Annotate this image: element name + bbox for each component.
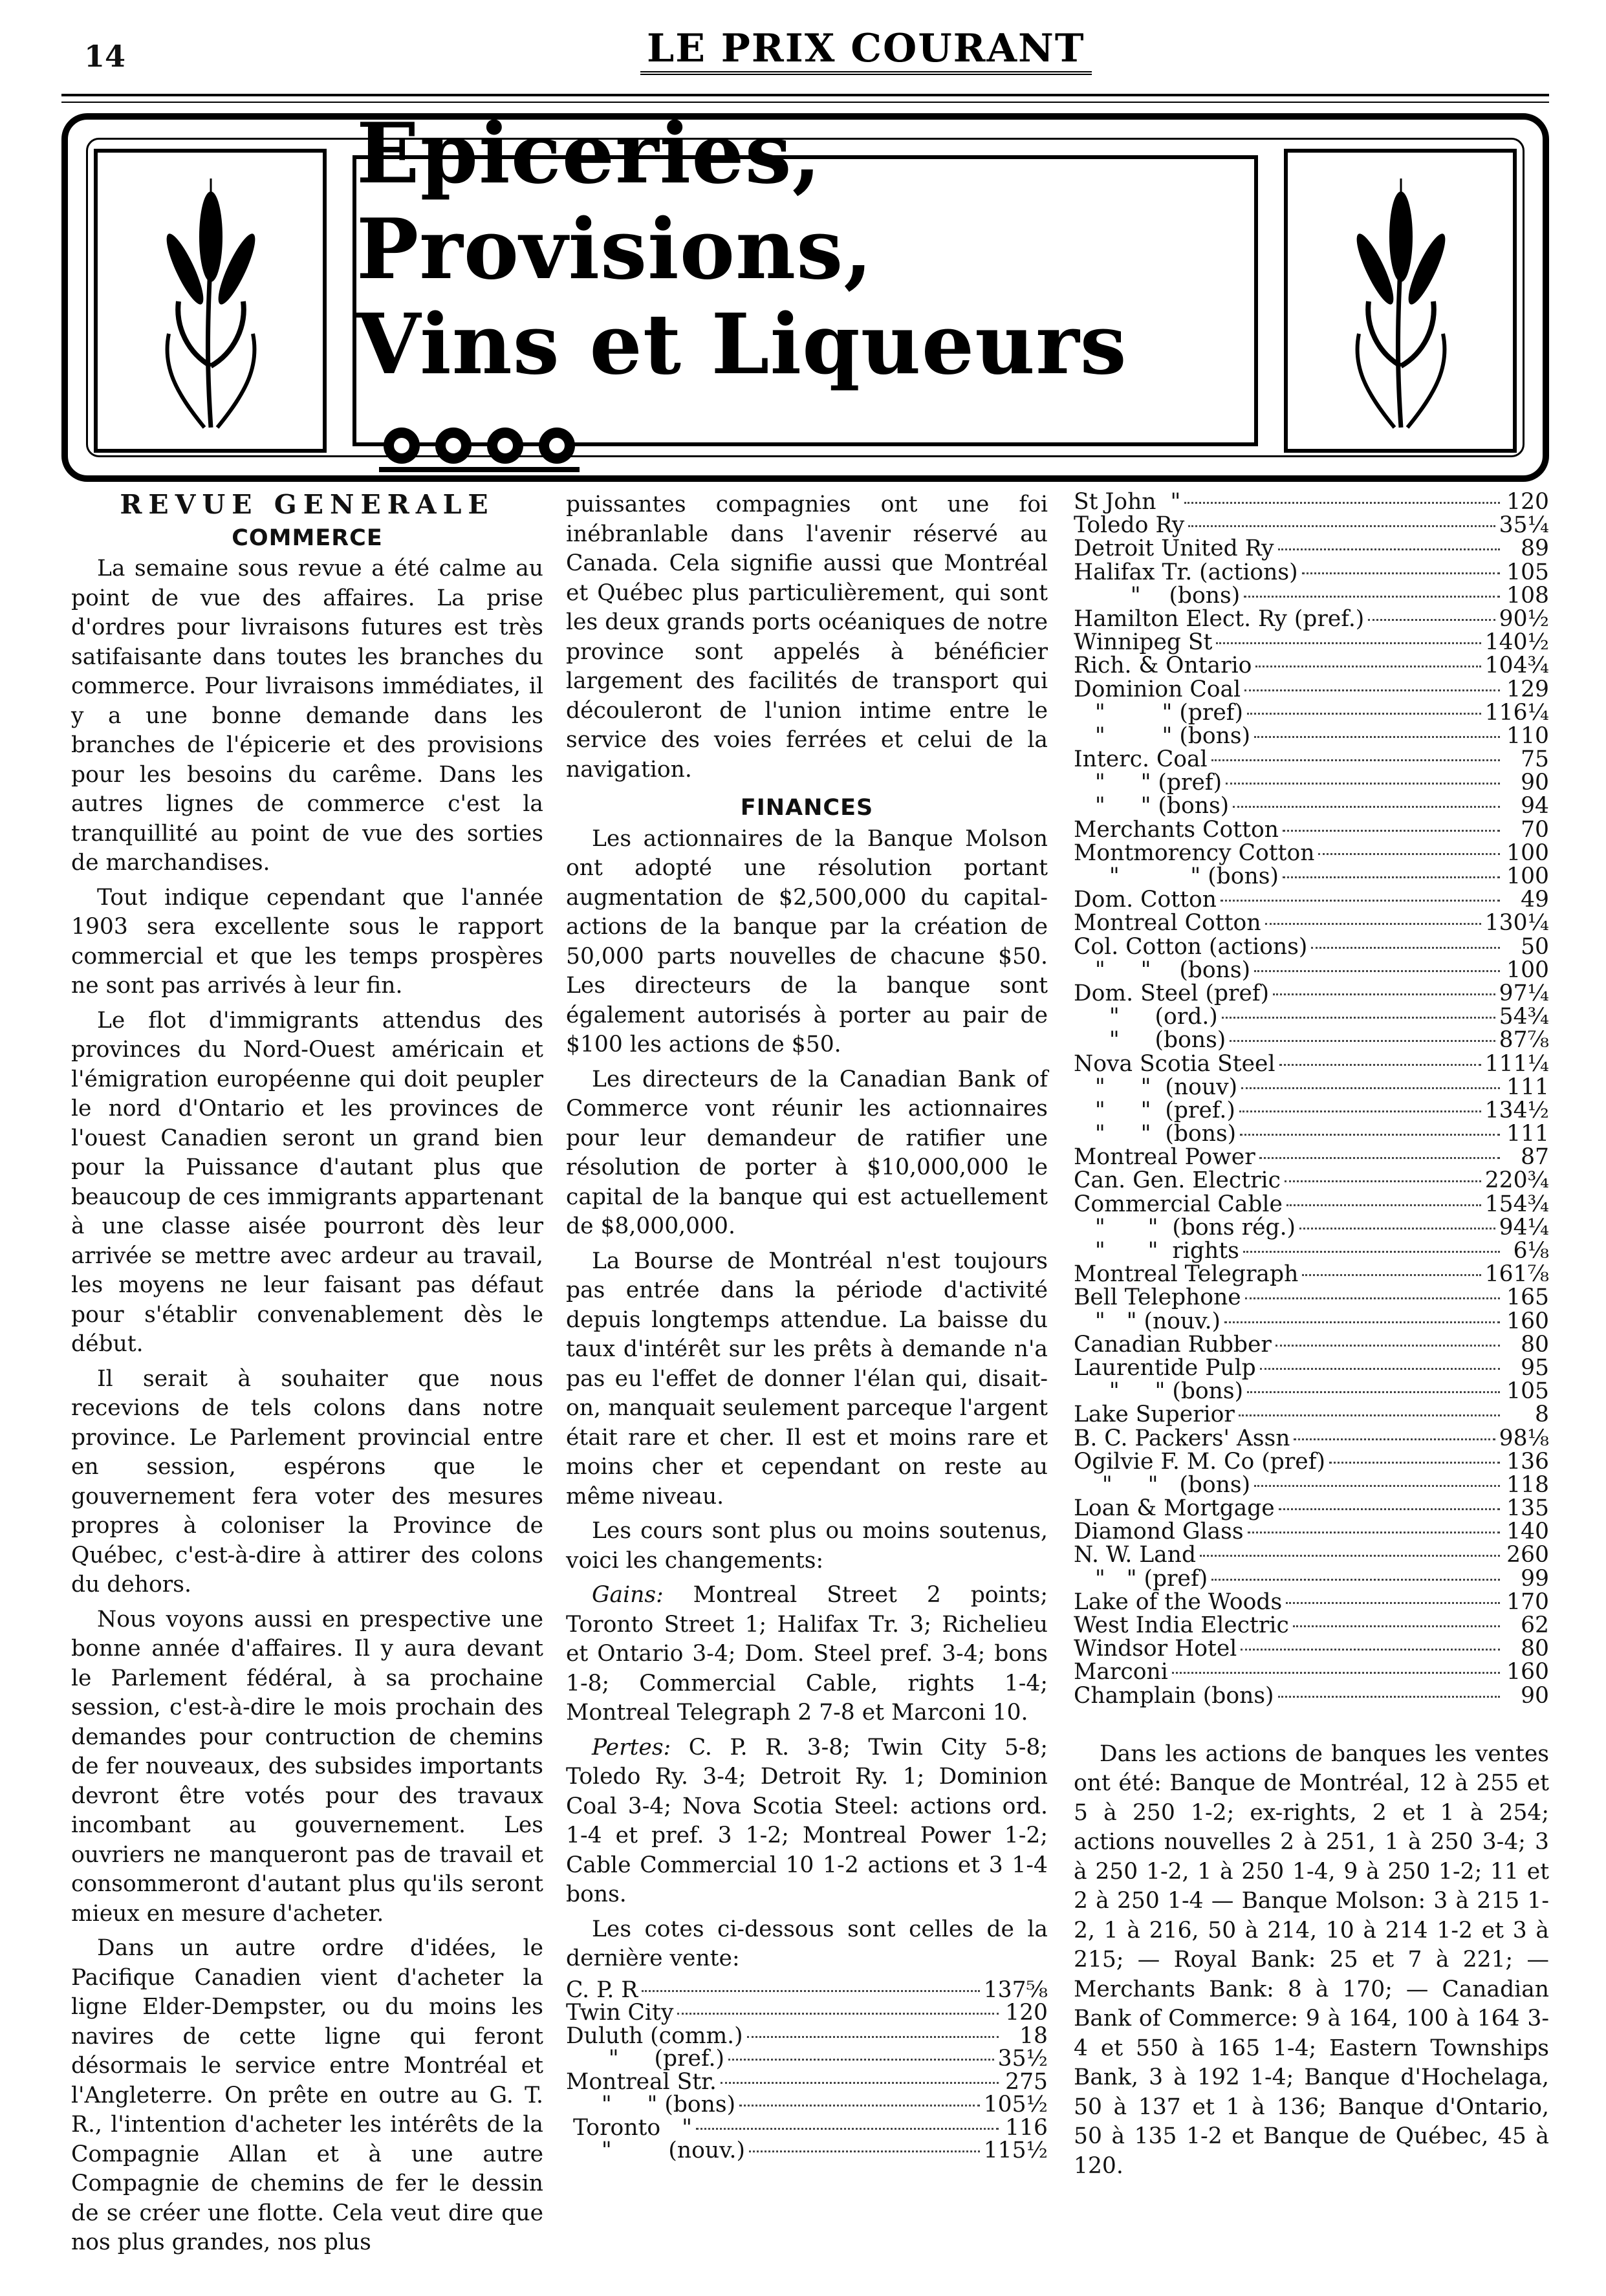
dot-leader bbox=[747, 2036, 999, 2038]
quote-value: 110 bbox=[1506, 722, 1549, 749]
quote-value: 87 bbox=[1521, 1144, 1549, 1171]
dot-leader bbox=[1283, 876, 1500, 878]
banner-left-panel bbox=[94, 149, 327, 453]
bank-sales-paragraph: Dans les actions de banques les ventes ont été: Banque de Montréal, 12 à 255 et 5 à 250 1-2; ex-rights, 2 et 1 à 254; actions nouvelles 2 à 251, 1 à 250 3-4; 3 à 250 1-2, 1 à 250 1-4, 9 à 250 1-2; 11 et 2 à 250 1-4 — Banque Molson: 3 à 215 1-2, 1 à 216, 50 à 214, 10 à 214 1-2 et 3 à 215; — Royal Bank: 25 et 7 à 221; — Merchants Bank: 8 à 170; — Canadian Bank of Commerce: 9 à 164, 100 à 164 3-4 et 550 à 165 1-4; Eastern Townships Bank, 3 à 192 1-4; Banque d'Hochelaga, 50 à 137 et 1 à 136; Banque d'Ontario, 50 à 135 1-2 et Banque de Québec, 45 à 120. bbox=[1074, 1740, 1549, 2179]
dot-leader bbox=[1184, 502, 1500, 504]
quote-value: 135 bbox=[1506, 1495, 1549, 1522]
banner-title-line-2-text: Vins et Liqueurs bbox=[356, 296, 1127, 393]
quote-value: 160 bbox=[1506, 1308, 1549, 1334]
gains-text: Montreal Street 2 points; Toronto Street 1; Halifax Tr. 3; Richelieu et Ontario 3-4; Dom. Steel pref. 3-4; bons 1-8; Commercial Cable, rights 1-4; Montreal Telegraph 2 7-8 et Marconi 10. bbox=[566, 1582, 1048, 1726]
quote-name: " " (pref) bbox=[1074, 1565, 1208, 1592]
quote-value: 89 bbox=[1521, 536, 1549, 562]
quote-row bbox=[1074, 1380, 1549, 1403]
dot-leader bbox=[1222, 1017, 1495, 1019]
dot-leader bbox=[677, 2013, 999, 2015]
paragraph: puissantes compagnies ont une foi inébranlable dans l'avenir réservé au Canada. Cela signifie aussi que Montréal et Québec plus particulièrement, qui sont les deux grands ports océaniques de notre province sont appelés à bénéficier largement des facilités de transport qui découleront de l'union intime entre le service des voies ferrées et celui de la navigation. bbox=[566, 492, 1048, 783]
quote-row bbox=[1074, 1216, 1549, 1239]
dot-leader bbox=[696, 2128, 999, 2130]
quote-name: Lake Superior bbox=[1074, 1402, 1235, 1428]
quote-row bbox=[566, 2048, 1048, 2071]
dot-leader bbox=[721, 2082, 999, 2084]
quote-name: " " (pref) bbox=[1074, 770, 1222, 796]
dot-leader bbox=[1260, 1368, 1500, 1370]
dot-leader bbox=[1275, 1345, 1500, 1347]
quote-value: 137⅝ bbox=[983, 1977, 1048, 2003]
dot-leader bbox=[1273, 993, 1495, 995]
quote-name: Col. Cotton (actions) bbox=[1074, 933, 1308, 960]
quote-value: 80 bbox=[1521, 1331, 1549, 1358]
quote-row bbox=[566, 2139, 1048, 2163]
quote-value: 75 bbox=[1521, 746, 1549, 773]
dot-leader bbox=[1241, 1649, 1500, 1651]
quote-value: 90 bbox=[1521, 1682, 1549, 1709]
quote-name: " (pref.) bbox=[566, 2046, 724, 2072]
quote-row bbox=[1074, 1567, 1549, 1590]
wheat-icon bbox=[124, 172, 298, 431]
quote-value: 8 bbox=[1535, 1402, 1549, 1428]
paragraph: La semaine sous revue a été calme au point de vue des affaires. La prise d'ordres pour livraisons futures est très satifaisante dans toutes les branches du commerce. Pour livraisons immédiates, il y a une bonne demande dans les branches de l'épicerie et des provisions pour les besoins du carême. Dans les autres lignes de commerce c'est la tranquillité au point de vue des sorties de marchandises. bbox=[71, 556, 543, 876]
quote-value: 129 bbox=[1506, 676, 1549, 702]
quote-name: Dom. Steel (pref) bbox=[1074, 980, 1270, 1006]
quote-row bbox=[1074, 794, 1549, 818]
ornament-icon bbox=[376, 399, 583, 494]
quote-name: " " (bons) bbox=[1074, 957, 1251, 983]
quote-name: Hamilton Elect. Ry (pref.) bbox=[1074, 605, 1365, 632]
quote-name: " " (bons) bbox=[1074, 722, 1251, 749]
dot-leader bbox=[1245, 1297, 1500, 1299]
dot-leader bbox=[1286, 1602, 1500, 1604]
paragraph: La Bourse de Montréal n'est toujours pas entrée dans la période d'activité depuis longtemps attendue. La baisse du taux d'intérêt sur les prêts à demande n'a pas eu l'effet de donner l'élan qui, disait-on, manquait seulement parceque l'argent était rare et cher. Il est et moins rare et moins cher et cependant on reste au même niveau. bbox=[566, 1248, 1048, 1510]
quote-name: Nova Scotia Steel bbox=[1074, 1050, 1275, 1077]
quote-value: 94 bbox=[1521, 793, 1549, 819]
pertes-paragraph bbox=[566, 1733, 1048, 1910]
quote-name: " (ord.) bbox=[1074, 1004, 1218, 1030]
paragraph: Il serait à souhaiter que nous recevions de tels colons dans notre province. Le Parlement provincial entre en session, espérons que le gouvernement fera voter des mesures propres à coloniser la Province de Québec, c'est-à-dire à attirer des colons du dehors. bbox=[71, 1365, 543, 1597]
quote-row bbox=[1074, 1684, 1549, 1707]
quote-row bbox=[566, 2002, 1048, 2025]
quote-row bbox=[566, 2022, 1048, 2049]
section-heading-finances: FINANCES bbox=[740, 795, 874, 821]
quote-row bbox=[1074, 748, 1549, 771]
column-2 bbox=[566, 490, 1048, 2163]
quote-name: Rich. & Ontario bbox=[1074, 653, 1252, 679]
quote-value: 100 bbox=[1506, 839, 1549, 866]
dot-leader bbox=[1230, 1040, 1495, 1042]
quote-value: 87⅞ bbox=[1499, 1027, 1549, 1054]
dot-leader bbox=[1224, 1321, 1500, 1323]
quote-value: 18 bbox=[1019, 2022, 1048, 2049]
dot-leader bbox=[1254, 970, 1500, 972]
paragraph: Les directeurs de la Canadian Bank of Commerce vont réunir les actionnaires pour leur demandeur de ratifier une résolution de porter à $10,000,000 le capital de la banque qui est actuellement de $8,000,000. bbox=[566, 1066, 1048, 1239]
quote-value: 100 bbox=[1506, 957, 1549, 983]
quote-row bbox=[1074, 935, 1549, 958]
dot-leader bbox=[1226, 783, 1500, 785]
quote-row bbox=[1074, 1403, 1549, 1426]
quote-name: Windsor Hotel bbox=[1074, 1636, 1237, 1662]
quote-row bbox=[1074, 537, 1549, 560]
banner-title-line-1: Epiceries, Provisions, bbox=[356, 105, 873, 298]
quote-row bbox=[1074, 911, 1549, 935]
quote-row bbox=[1074, 1427, 1549, 1450]
quote-row bbox=[1074, 1637, 1549, 1660]
banner-title-box bbox=[353, 105, 1258, 446]
quote-name: Laurentide Pulp bbox=[1074, 1354, 1256, 1381]
dot-leader bbox=[1239, 1110, 1481, 1112]
quote-name: Dominion Coal bbox=[1074, 676, 1241, 702]
quote-row bbox=[566, 2068, 1048, 2095]
header-rule bbox=[61, 94, 1549, 103]
quote-name: Champlain (bons) bbox=[1074, 1682, 1274, 1709]
quote-row bbox=[1074, 982, 1549, 1005]
quote-name: " (bons) bbox=[1074, 1027, 1226, 1054]
quote-name: Merchants Cotton bbox=[1074, 816, 1279, 843]
dot-leader bbox=[1299, 1228, 1495, 1229]
quote-name: " " (bons) bbox=[1074, 863, 1279, 889]
quote-row bbox=[1074, 490, 1549, 514]
dot-leader bbox=[728, 2059, 994, 2061]
dot-leader bbox=[1254, 1485, 1500, 1487]
quote-row bbox=[1074, 631, 1549, 654]
dot-leader bbox=[1278, 548, 1500, 550]
dot-leader bbox=[1254, 736, 1500, 738]
quote-name: " " (pref.) bbox=[1074, 1097, 1235, 1123]
quote-value: 97¼ bbox=[1499, 980, 1549, 1006]
quote-row bbox=[1074, 1356, 1549, 1380]
quote-value: 140 bbox=[1506, 1519, 1549, 1545]
quote-value: 35½ bbox=[997, 2046, 1048, 2072]
pertes-label: Pertes: bbox=[592, 1734, 671, 1760]
dot-leader bbox=[1329, 1462, 1500, 1464]
quote-value: 220¾ bbox=[1484, 1167, 1549, 1194]
quote-row bbox=[1074, 888, 1549, 911]
quote-row bbox=[1074, 584, 1549, 607]
quote-value: 62 bbox=[1521, 1612, 1549, 1638]
quote-value: 120 bbox=[1005, 2000, 1048, 2026]
quote-row bbox=[1074, 1590, 1549, 1614]
quote-row bbox=[1074, 1333, 1549, 1356]
quote-value: 108 bbox=[1506, 582, 1549, 609]
quote-name: " " (bons) bbox=[1074, 1471, 1251, 1498]
quote-value: 140½ bbox=[1484, 629, 1549, 656]
quote-value: 260 bbox=[1506, 1542, 1549, 1568]
dot-leader bbox=[739, 2105, 980, 2106]
quote-value: 154¾ bbox=[1484, 1191, 1549, 1217]
stock-quote-list bbox=[1074, 490, 1549, 1707]
quote-value: 35¼ bbox=[1499, 512, 1549, 539]
masthead-logo: LE PRIX COURANT bbox=[640, 26, 1092, 75]
quote-name: " " (bons) bbox=[1074, 793, 1230, 819]
quote-name: Marconi bbox=[1074, 1659, 1168, 1685]
quote-value: 105½ bbox=[983, 2092, 1048, 2117]
dot-leader bbox=[1247, 1391, 1500, 1393]
quote-row bbox=[1074, 1543, 1549, 1566]
section-heading-commerce: COMMERCE bbox=[232, 525, 383, 551]
quote-name: Winnipeg St bbox=[1074, 629, 1213, 656]
quote-value: 105 bbox=[1506, 1378, 1549, 1405]
dot-leader bbox=[1278, 1696, 1500, 1698]
quote-row bbox=[1074, 1028, 1549, 1052]
quote-value: 161⅞ bbox=[1484, 1261, 1549, 1288]
quote-value: 118 bbox=[1506, 1471, 1549, 1498]
quote-row bbox=[1074, 654, 1549, 677]
quote-name: " " (pref) bbox=[1074, 699, 1244, 726]
dot-leader bbox=[1244, 689, 1500, 691]
dot-leader bbox=[1283, 830, 1500, 832]
quote-name: Ogilvie F. M. Co (pref) bbox=[1074, 1448, 1325, 1475]
quote-value: 95 bbox=[1521, 1354, 1549, 1381]
dot-leader bbox=[1248, 1532, 1500, 1533]
dot-leader bbox=[642, 1990, 979, 1992]
dot-leader bbox=[1279, 1508, 1500, 1510]
quote-row bbox=[1074, 1145, 1549, 1169]
quote-name: Can. Gen. Electric bbox=[1074, 1167, 1281, 1194]
dot-leader bbox=[1302, 572, 1500, 574]
quote-name: Halifax Tr. (actions) bbox=[1074, 559, 1298, 585]
quote-name: " " (bons) bbox=[566, 2092, 736, 2117]
quote-row bbox=[1074, 1520, 1549, 1543]
quote-name: Toronto " bbox=[566, 2114, 692, 2141]
quote-value: 105 bbox=[1506, 559, 1549, 585]
quote-name: Montreal Cotton bbox=[1074, 910, 1261, 937]
dot-leader bbox=[749, 2150, 980, 2152]
column-3 bbox=[1074, 490, 1549, 2186]
dot-leader bbox=[1293, 1625, 1500, 1627]
quote-value: 115½ bbox=[983, 2138, 1048, 2163]
dot-leader bbox=[1211, 759, 1500, 761]
quote-row bbox=[1074, 1450, 1549, 1473]
dot-leader bbox=[1244, 596, 1500, 598]
dot-leader bbox=[1286, 1204, 1481, 1206]
quote-row bbox=[1074, 1310, 1549, 1333]
dot-leader bbox=[1172, 1672, 1500, 1674]
quote-value: 111 bbox=[1506, 1121, 1549, 1147]
paragraph: Les cours sont plus ou moins soutenus, voici les changements: bbox=[566, 1518, 1048, 1574]
paragraph: Nous voyons aussi en prespective une bonne année d'affaires. Il y aura devant le Parlement fédéral, à sa prochaine session, c'est-à-dire le mois prochain des demandes pour contruction de chemins de fer nouveaux, des subsides importants devront être votés pour des travaux incombant au gouvernement. Les ouvriers ne manqueront pas de travail et consommeront d'autant plus qu'ils seront mieux en mesure d'acheter. bbox=[71, 1606, 543, 1927]
paragraph: Le flot d'immigrants attendus des provinces du Nord-Ouest américain et l'émigration européenne qui doit peupler le nord d'Ontario et les provinces de l'ouest Canadien seront un grand bien pour la Puissance d'autant plus que beaucoup de ces immigrants appartenant à une classe aisée pourront dès leur arrivée se mettre avec ardeur au travail, les moyens ne leur faisant pas défaut pour s'établir convenablement dès le début. bbox=[71, 1007, 543, 1357]
quote-row bbox=[566, 1979, 1048, 2002]
quote-value: 111¼ bbox=[1484, 1050, 1549, 1077]
quote-value: 80 bbox=[1521, 1636, 1549, 1662]
dot-leader bbox=[1255, 666, 1481, 667]
quote-value: 130¼ bbox=[1484, 910, 1549, 937]
quote-row bbox=[1074, 865, 1549, 888]
quote-name: Montmorency Cotton bbox=[1074, 839, 1315, 866]
quote-value: 98⅛ bbox=[1499, 1425, 1549, 1451]
dot-leader bbox=[1200, 1555, 1500, 1557]
quote-row bbox=[1074, 1614, 1549, 1637]
quote-row bbox=[1074, 1122, 1549, 1145]
quote-row bbox=[1074, 514, 1549, 537]
quote-name: " (nouv.) bbox=[566, 2138, 745, 2163]
quote-row bbox=[566, 2114, 1048, 2141]
quote-row bbox=[1074, 607, 1549, 631]
article-title: REVUE GENERALE bbox=[120, 489, 495, 520]
quote-name: N. W. Land bbox=[1074, 1542, 1197, 1568]
quote-name: " " rights bbox=[1074, 1238, 1239, 1264]
quote-row bbox=[1074, 561, 1549, 584]
dot-leader bbox=[1239, 1414, 1500, 1416]
stock-quote-list bbox=[566, 1979, 1048, 2163]
quote-name: Montreal Telegraph bbox=[1074, 1261, 1299, 1288]
quote-name: West India Electric bbox=[1074, 1612, 1289, 1638]
quote-row bbox=[1074, 1262, 1549, 1286]
quote-value: 54¾ bbox=[1499, 1004, 1549, 1030]
quote-value: 6⅛ bbox=[1513, 1238, 1549, 1264]
dot-leader bbox=[1259, 1157, 1500, 1159]
quote-row bbox=[1074, 1193, 1549, 1216]
quote-value: 116 bbox=[1005, 2114, 1048, 2141]
dot-leader bbox=[1279, 1064, 1481, 1066]
dot-leader bbox=[1302, 1274, 1481, 1276]
dot-leader bbox=[1243, 1251, 1500, 1253]
quote-value: 134½ bbox=[1484, 1097, 1549, 1123]
quote-value: 90½ bbox=[1499, 605, 1549, 632]
quote-name: " " (bons) bbox=[1074, 1121, 1237, 1147]
quote-row bbox=[1074, 841, 1549, 865]
quote-value: 90 bbox=[1521, 770, 1549, 796]
dot-leader bbox=[1241, 1087, 1500, 1089]
quote-value: 275 bbox=[1005, 2068, 1048, 2095]
gains-paragraph bbox=[566, 1581, 1048, 1728]
paragraph: Dans un autre ordre d'idées, le Pacifique Canadien vient d'acheter la ligne Elder-Dempster, ou du moins les navires de cette ligne qui feront désormais le service entre Montréal et l'Angleterre. On prête en outre au G. T. R., l'intention d'acheter les intérêts de la Compagnie Allan et à une autre Compagnie de chemins de fer le dessin de se créer une flotte. Cela veut dire que nos plus grandes, nos plus bbox=[71, 1935, 543, 2255]
quote-row bbox=[1074, 1099, 1549, 1122]
quote-name: Detroit United Ry bbox=[1074, 536, 1274, 562]
quote-name: Dom. Cotton bbox=[1074, 887, 1217, 913]
quote-name: Montreal Power bbox=[1074, 1144, 1255, 1171]
quote-name: Loan & Mortgage bbox=[1074, 1495, 1275, 1522]
quote-name: " " (bons) bbox=[1074, 1378, 1244, 1405]
quote-row bbox=[1074, 818, 1549, 841]
quote-row bbox=[1074, 1005, 1549, 1028]
quote-value: 70 bbox=[1521, 816, 1549, 843]
quote-row bbox=[566, 2094, 1048, 2117]
quote-name: Diamond Glass bbox=[1074, 1519, 1244, 1545]
quote-name: Commercial Cable bbox=[1074, 1191, 1283, 1217]
wheat-icon bbox=[1314, 172, 1488, 431]
quote-value: 104¾ bbox=[1484, 653, 1549, 679]
quote-row bbox=[1074, 701, 1549, 724]
dot-leader bbox=[1216, 642, 1481, 644]
quote-value: 49 bbox=[1521, 887, 1549, 913]
banner-right-panel bbox=[1284, 149, 1517, 453]
dot-leader bbox=[1311, 947, 1500, 949]
quote-row bbox=[1074, 1052, 1549, 1076]
quote-name: Montreal Str. bbox=[566, 2068, 717, 2095]
quote-value: 136 bbox=[1506, 1448, 1549, 1475]
section-banner bbox=[61, 105, 1549, 482]
quote-value: 165 bbox=[1506, 1284, 1549, 1311]
quote-row bbox=[1074, 1076, 1549, 1099]
quote-value: 50 bbox=[1521, 933, 1549, 960]
quote-name: " " (nouv) bbox=[1074, 1074, 1238, 1100]
paragraph: Les cotes ci-dessous sont celles de la dernière vente: bbox=[566, 1916, 1048, 1971]
quote-name: Toledo Ry bbox=[1074, 512, 1185, 539]
dot-leader bbox=[1211, 1579, 1500, 1581]
quote-row bbox=[1074, 1239, 1549, 1262]
quote-value: 120 bbox=[1506, 489, 1549, 515]
quote-value: 100 bbox=[1506, 863, 1549, 889]
dot-leader bbox=[1188, 525, 1495, 527]
quote-value: 111 bbox=[1506, 1074, 1549, 1100]
quote-name: Lake of the Woods bbox=[1074, 1588, 1283, 1615]
dot-leader bbox=[1247, 713, 1481, 715]
quote-name: " " (bons rég.) bbox=[1074, 1214, 1296, 1240]
quote-row bbox=[1074, 771, 1549, 794]
gains-label: Gains: bbox=[592, 1582, 664, 1608]
quote-value: 99 bbox=[1521, 1565, 1549, 1592]
quote-value: 116¼ bbox=[1484, 699, 1549, 726]
quote-row bbox=[1074, 1473, 1549, 1497]
dot-leader bbox=[1240, 1134, 1500, 1136]
page-number: 14 bbox=[84, 39, 126, 74]
quote-value: 170 bbox=[1506, 1588, 1549, 1615]
quote-name: Interc. Coal bbox=[1074, 746, 1208, 773]
dot-leader bbox=[1265, 923, 1481, 925]
quote-name: St John " bbox=[1074, 489, 1181, 515]
dot-leader bbox=[1285, 1180, 1481, 1182]
pertes-text: C. P. R. 3-8; Twin City 5-8; Toledo Ry. 3-4; Detroit Ry. 1; Dominion Coal 3-4; Nova Scotia Steel: actions ord. 1-4 et pref. 3 1-2; Montreal Power 1-2; Cable Commercial 10 1-2 actions et 3 1-4 bons. bbox=[566, 1734, 1048, 1907]
dot-leader bbox=[1368, 619, 1495, 621]
dot-leader bbox=[1221, 900, 1500, 902]
quote-value: 94¼ bbox=[1499, 1214, 1549, 1240]
dot-leader bbox=[1294, 1438, 1495, 1440]
paragraph: Tout indique cependant que l'année 1903 sera excellente sous le rapport commercial et que les temps prospères ne sont pas arrivés à leur fin. bbox=[71, 884, 543, 999]
quote-row bbox=[1074, 678, 1549, 701]
quote-row bbox=[1074, 1286, 1549, 1309]
quote-row bbox=[1074, 1660, 1549, 1684]
quote-name: Twin City bbox=[566, 2000, 674, 2026]
quote-name: C. P. R bbox=[566, 1977, 638, 2003]
dot-leader bbox=[1233, 806, 1500, 808]
banner-title-line-2 bbox=[356, 298, 1254, 495]
quote-row bbox=[1074, 1169, 1549, 1192]
column-1 bbox=[71, 490, 543, 2263]
quote-value: 160 bbox=[1506, 1659, 1549, 1685]
paragraph: Les actionnaires de la Banque Molson ont adopté une résolution portant augmentation de $2,500,000 du capital-actions de la banque par la création de 50,000 parts nouvelles de chacune $50. Les directeurs de la banque sont également autorisés à porter au pair de $100 les actions de $50. bbox=[566, 825, 1048, 1057]
quote-row bbox=[1074, 958, 1549, 982]
quote-name: Canadian Rubber bbox=[1074, 1331, 1272, 1358]
quote-name: Duluth (comm.) bbox=[566, 2022, 743, 2049]
dot-leader bbox=[1318, 853, 1500, 855]
quote-name: " " (nouv.) bbox=[1074, 1308, 1221, 1334]
quote-row bbox=[1074, 1497, 1549, 1520]
quote-row bbox=[1074, 724, 1549, 748]
quote-name: Bell Telephone bbox=[1074, 1284, 1241, 1311]
quote-name: B. C. Packers' Assn bbox=[1074, 1425, 1290, 1451]
quote-name: " (bons) bbox=[1074, 582, 1241, 609]
